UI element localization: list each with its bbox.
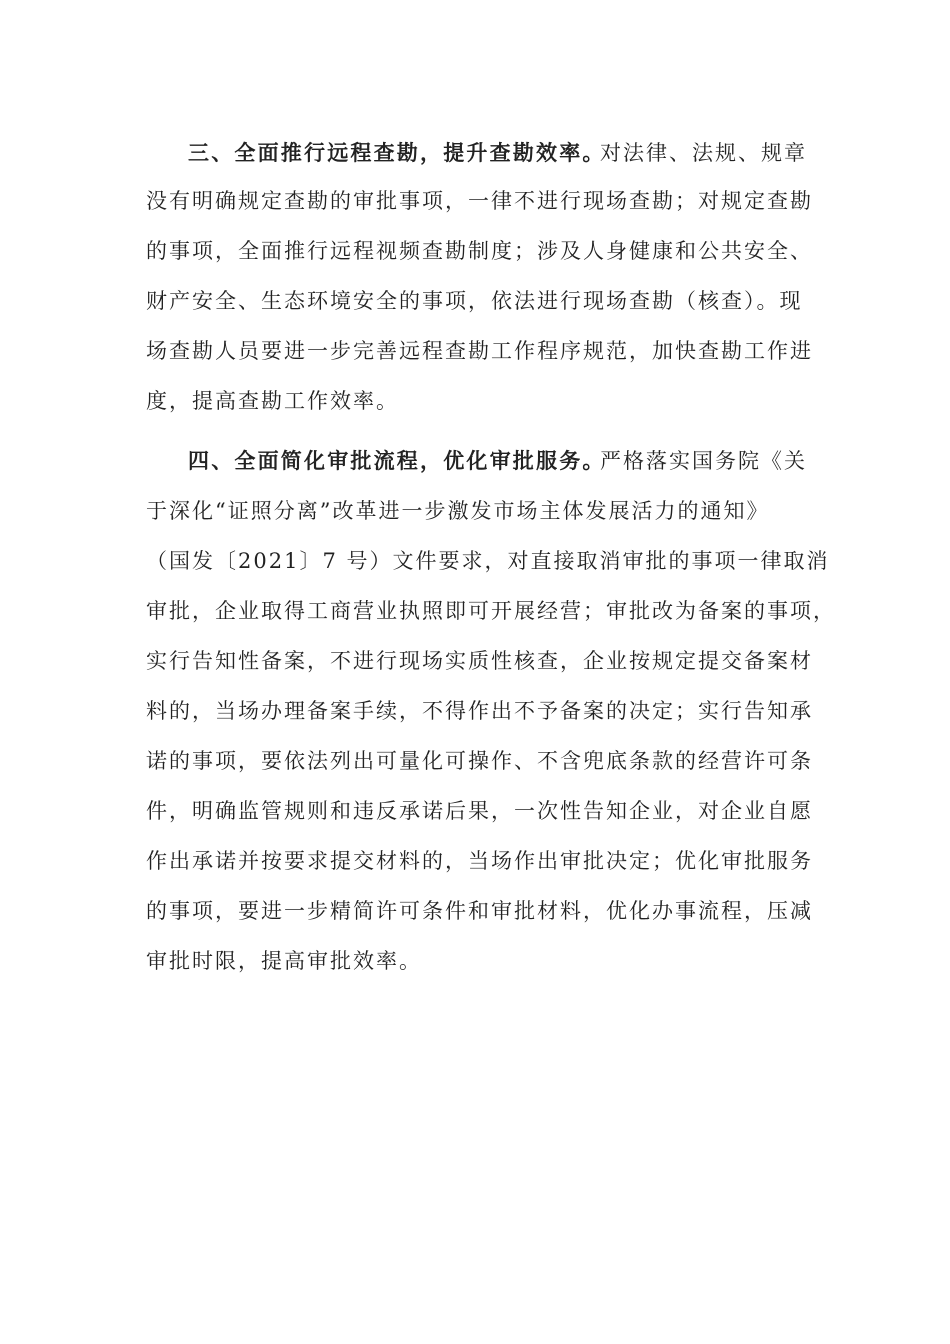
paragraph-4-line-3: [0, 543, 950, 579]
paragraph-3-line-4: [0, 283, 950, 319]
section-4-text: 审批时限，提高审批效率。: [146, 949, 422, 973]
section-3-text: 的事项，全面推行远程视频查勘制度；涉及人身健康和公共安全、: [146, 239, 813, 263]
paragraph-4-line-4: [0, 593, 950, 629]
section-4-text: 严格落实国务院《关: [600, 449, 807, 473]
section-3-heading: 三、全面推行远程查勘，提升查勘效率。: [188, 140, 606, 165]
paragraph-4-line-10: [0, 893, 950, 929]
paragraph-3-line-3: [0, 233, 950, 269]
paragraph-4-line-8: [0, 793, 950, 829]
section-4-text: 的事项，要进一步精简许可条件和审批材料，优化办事流程，压减: [146, 899, 813, 923]
section-3-text: 场查勘人员要进一步完善远程查勘工作程序规范，加快查勘工作进: [146, 339, 813, 363]
paragraph-4-line-1: [0, 443, 950, 479]
section-4-text: 作出承诺并按要求提交材料的，当场作出审批决定；优化审批服务: [146, 849, 813, 873]
paragraph-4-line-2: [0, 493, 950, 529]
section-4-text: 料的，当场办理备案手续，不得作出不予备案的决定；实行告知承: [146, 699, 813, 723]
section-4-text: 于深化“证照分离”改革进一步激发市场主体发展活力的通知》: [146, 499, 770, 523]
section-4-heading: 四、全面简化审批流程，优化审批服务。: [188, 448, 606, 473]
paragraph-3-line-1: [0, 135, 950, 171]
section-4-text: 诺的事项，要依法列出可量化可操作、不含兜底条款的经营许可条: [146, 749, 813, 773]
section-4-text: （国发〔2021〕7 号）文件要求，对直接取消审批的事项一律取消: [146, 549, 830, 573]
paragraph-3-line-2: [0, 183, 950, 219]
paragraph-4-line-7: [0, 743, 950, 779]
section-4-text: 实行告知性备案，不进行现场实质性核查，企业按规定提交备案材: [146, 649, 813, 673]
section-3-text: 度，提高查勘工作效率。: [146, 389, 399, 413]
paragraph-4-line-6: [0, 693, 950, 729]
paragraph-4-line-5: [0, 643, 950, 679]
paragraph-3-line-5: [0, 333, 950, 369]
section-4-text: 审批，企业取得工商营业执照即可开展经营；审批改为备案的事项，: [146, 599, 836, 623]
paragraph-4-line-9: [0, 843, 950, 879]
section-4-text: 件，明确监管规则和违反承诺后果，一次性告知企业，对企业自愿: [146, 799, 813, 823]
section-3-text: 财产安全、生态环境安全的事项，依法进行现场查勘（核查）。现: [146, 289, 803, 313]
paragraph-4-line-11: [0, 943, 950, 979]
section-3-text: 没有明确规定查勘的审批事项，一律不进行现场查勘；对规定查勘: [146, 189, 813, 213]
section-3-text: 对法律、法规、规章: [600, 141, 807, 165]
paragraph-3-line-6: [0, 383, 950, 419]
